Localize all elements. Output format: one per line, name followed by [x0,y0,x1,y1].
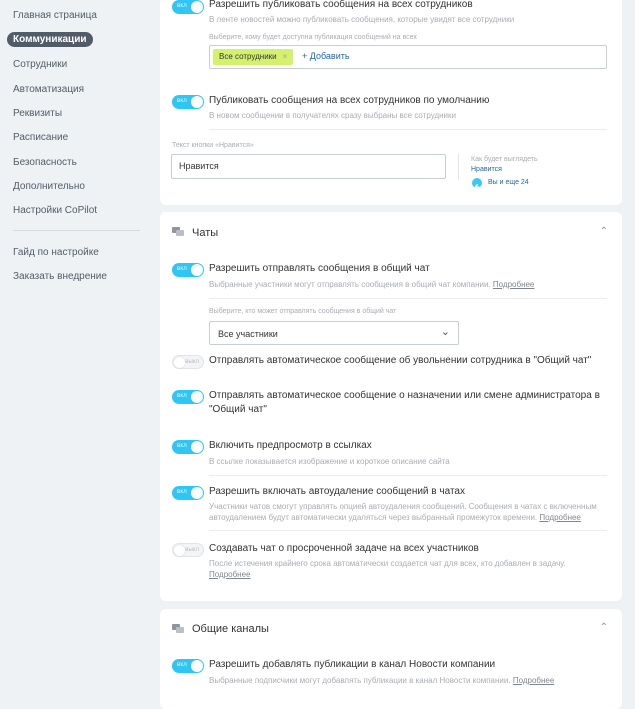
more-link[interactable]: Подробнее [512,676,555,685]
news-feed-settings-card [160,0,622,205]
dismissal-message-title: Отправлять автоматическое сообщение об увольнении сотрудника в "Общий чат" [209,355,592,366]
sidebar-item-communications[interactable]: Коммуникации [7,32,93,47]
news-channel-toggle[interactable]: вкл [172,659,204,673]
admin-change-title-line2: "Общий чат" [209,404,267,415]
default-all-toggle[interactable]: вкл [172,95,204,109]
link-preview-toggle[interactable]: вкл [172,440,204,454]
chats-settings-card [160,212,622,601]
divider [209,129,607,130]
more-link[interactable]: Подробнее [209,570,251,579]
general-chat-title: Разрешить отправлять сообщения в общий чат [209,263,430,274]
settings-sidebar [0,0,155,697]
sidebar-item-requisites[interactable]: Реквизиты [13,108,63,119]
link-preview-desc: В ссылке показывается изображение и короткое описание сайта [209,457,450,466]
overdue-task-chat-title: Создавать чат о просроченной задаче на всех участников [209,543,479,554]
channels-section-title: Общие каналы [192,623,269,635]
dismissal-message-toggle[interactable]: выкл [172,355,204,369]
news-channel-title: Разрешить добавлять публикации в канал Новости компании [209,659,496,670]
preview-likes-count: Вы и еще 24 [488,179,529,186]
thumbs-up-icon [472,178,482,188]
recipients-selector[interactable] [209,45,607,69]
link-preview-title: Включить предпросмотр в ссылках [209,440,372,451]
default-all-title: Публиковать сообщения на всех сотрудников по умолчанию [209,95,490,106]
sidebar-divider [13,230,140,231]
news-channel-desc: Выбранные подписчики могут добавлять публикации в канал Новости компании. Подробнее [209,676,555,685]
preview-like-text: Нравится [471,166,502,173]
channels-settings-card [160,609,622,709]
chevron-up-icon[interactable]: ⌃ [599,226,608,237]
recipient-chip: Все сотрудники × [213,49,293,65]
admin-change-toggle[interactable]: вкл [172,390,204,404]
overdue-task-chat-toggle[interactable]: выкл [172,543,204,557]
chats-section-title: Чаты [192,227,219,239]
sidebar-item-order-implementation[interactable]: Заказать внедрение [13,271,107,282]
publish-all-desc: В ленте новостей можно публиковать сообщения, которые увидят все сотрудники [209,15,515,24]
autodelete-desc-line1: Участники чатов смогут управлять опцией автоудаления сообщений. Сообщения в чатах с включенным [209,502,597,511]
sidebar-item-employees[interactable]: Сотрудники [13,59,68,70]
general-chat-toggle[interactable]: вкл [172,263,204,277]
sidebar-item-setup-guide[interactable]: Гайд по настройке [13,247,99,258]
chevron-down-icon: ⌄ [440,326,450,338]
publish-all-toggle[interactable]: вкл [172,0,204,14]
autodelete-title: Разрешить включать автоудаление сообщений в чатах [209,486,465,497]
sidebar-item-security[interactable]: Безопасность [13,157,77,168]
general-chat-desc: Выбранные участники могут отправлять сообщения в общий чат компании. Подробнее [209,280,535,289]
admin-change-title-line1: Отправлять автоматическое сообщение о назначении или смене администратора в [209,390,600,401]
autodelete-toggle[interactable]: вкл [172,486,204,500]
who-can-send-select[interactable]: Все участники ⌄ [209,321,459,345]
like-button-text-input[interactable]: Нравится [171,154,446,179]
autodelete-desc-line2: автоудалением будут автоматически удаляться через выбранный промежуток времени. Подробнее [209,513,581,522]
sidebar-item-copilot[interactable]: Настройки CoPilot [13,205,98,216]
overdue-task-chat-desc: После истечения крайнего срока автоматически создается чат для всех, кто добавлен в задачу. [209,559,566,568]
default-all-desc: В новом сообщении в получателях сразу выбраны все сотрудники [209,111,456,120]
chip-remove-icon[interactable]: × [282,52,288,61]
add-recipient-link[interactable]: + Добавить [302,51,350,61]
preview-label: Как будет выглядеть [471,156,538,163]
more-link[interactable]: Подробнее [492,280,535,289]
sidebar-item-schedule[interactable]: Расписание [13,132,69,143]
sidebar-item-home[interactable]: Главная страница [13,10,97,21]
chat-icon [172,227,184,237]
like-button-label: Текст кнопки «Нравится» [172,142,254,149]
channel-icon [172,624,184,634]
access-label: Выберите, кому будет доступна публикация сообщений на всех [209,34,417,41]
chevron-up-icon[interactable]: ⌃ [599,622,608,633]
sidebar-item-automation[interactable]: Автоматизация [13,84,85,95]
publish-all-title: Разрешить публиковать сообщения на всех сотрудников [209,0,473,10]
who-can-send-label: Выберите, кто может отправлять сообщения в общий чат [209,308,397,315]
more-link[interactable]: Подробнее [539,513,581,522]
sidebar-item-additional[interactable]: Дополнительно [13,181,85,192]
